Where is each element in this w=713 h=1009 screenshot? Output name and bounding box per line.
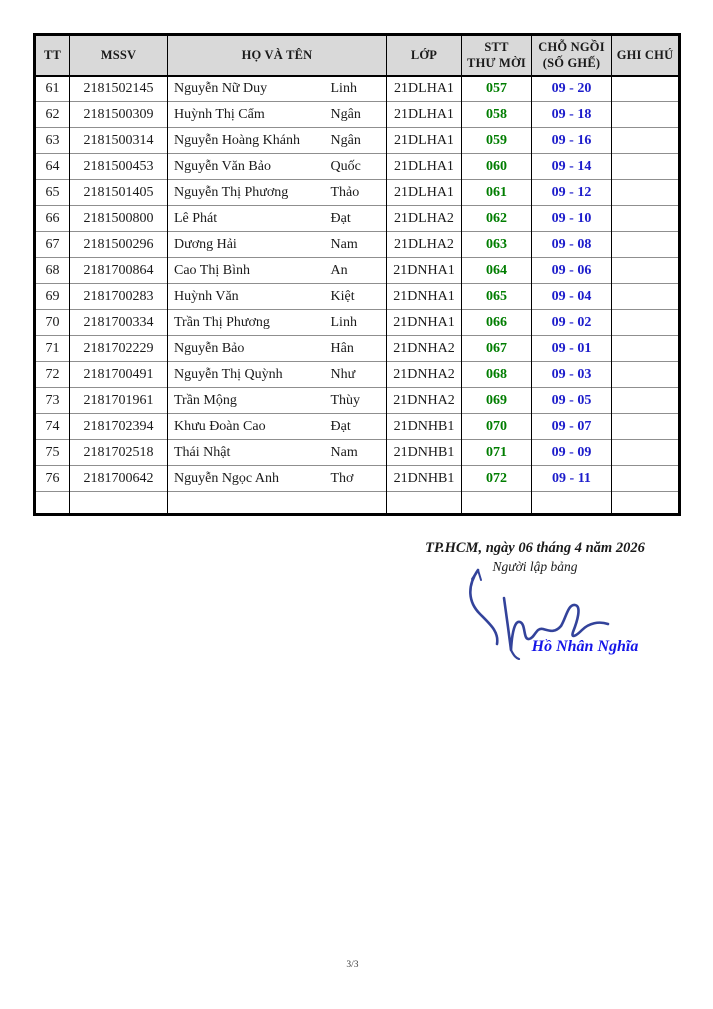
- table-row: [35, 232, 680, 258]
- cell-full-name: [168, 102, 387, 128]
- given-name: Như: [330, 366, 356, 382]
- cell-class: 21DNHB1: [387, 466, 462, 492]
- family-middle-name: Lê Phát: [174, 210, 218, 226]
- cell-full-name: [168, 128, 387, 154]
- cell-note: [612, 492, 680, 515]
- col-header-mssv: MSSV: [70, 35, 168, 76]
- col-header-tt: TT: [35, 35, 70, 76]
- cell-note: [612, 180, 680, 206]
- cell-invite-number: 067: [462, 336, 532, 362]
- cell-seat-number: 09 - 04: [532, 284, 612, 310]
- cell-full-name: [168, 466, 387, 492]
- cell-note: [612, 466, 680, 492]
- cell-invite-number: 064: [462, 258, 532, 284]
- cell-note: [612, 128, 680, 154]
- cell-student-id: 2181700491: [70, 362, 168, 388]
- cell-note: [612, 440, 680, 466]
- cell-seat-number: 09 - 01: [532, 336, 612, 362]
- cell-student-id: 2181500314: [70, 128, 168, 154]
- given-name: Hân: [330, 340, 354, 356]
- family-middle-name: Nguyễn Thị Phương: [174, 184, 289, 200]
- table-row: [35, 336, 680, 362]
- cell-invite-number: 060: [462, 154, 532, 180]
- table-row: [35, 284, 680, 310]
- cell-class: 21DLHA2: [387, 206, 462, 232]
- cell-seat-number: 09 - 10: [532, 206, 612, 232]
- cell-note: [612, 414, 680, 440]
- cell-full-name: [168, 232, 387, 258]
- cell-seat-number: 09 - 12: [532, 180, 612, 206]
- cell-invite-number: 068: [462, 362, 532, 388]
- cell-class: 21DNHA1: [387, 258, 462, 284]
- cell-student-id: 2181702518: [70, 440, 168, 466]
- cell-invite-number: 058: [462, 102, 532, 128]
- cell-seat-number: 09 - 16: [532, 128, 612, 154]
- cell-note: [612, 206, 680, 232]
- given-name: Ngân: [330, 132, 361, 148]
- family-middle-name: Nguyễn Bảo: [174, 340, 245, 356]
- family-middle-name: Thái Nhật: [174, 444, 231, 460]
- cell-invite-number: 069: [462, 388, 532, 414]
- col-header-name: HỌ VÀ TÊN: [168, 35, 387, 76]
- cell-invite-number: 071: [462, 440, 532, 466]
- cell-student-id: 2181700642: [70, 466, 168, 492]
- cell-order-number: 67: [35, 232, 70, 258]
- cell-class: 21DNHA2: [387, 336, 462, 362]
- family-middle-name: Huỳnh Thị Cẩm: [174, 106, 265, 122]
- cell-full-name: [168, 154, 387, 180]
- cell-full-name: [168, 388, 387, 414]
- col-header-seat-line2: (SỐ GHẾ): [542, 56, 601, 71]
- cell-order-number: 63: [35, 128, 70, 154]
- table-row: [35, 206, 680, 232]
- table-row: [35, 492, 680, 515]
- cell-student-id: 2181701961: [70, 388, 168, 414]
- cell-invite-number: 063: [462, 232, 532, 258]
- cell-student-id: 2181500800: [70, 206, 168, 232]
- cell-full-name: [168, 258, 387, 284]
- family-middle-name: Nguyễn Ngọc Anh: [174, 470, 279, 486]
- table-row: [35, 466, 680, 492]
- cell-student-id: 2181500296: [70, 232, 168, 258]
- family-middle-name: Nguyễn Văn Bảo: [174, 158, 271, 174]
- given-name: Nam: [330, 236, 358, 252]
- cell-full-name: [168, 362, 387, 388]
- cell-full-name: [168, 180, 387, 206]
- col-header-invite-number: [462, 35, 532, 76]
- cell-invite-number: 059: [462, 128, 532, 154]
- cell-full-name: [168, 336, 387, 362]
- cell-full-name: [168, 76, 387, 102]
- cell-student-id: 2181700283: [70, 284, 168, 310]
- cell-class: 21DLHA1: [387, 76, 462, 102]
- cell-class: 21DLHA1: [387, 154, 462, 180]
- cell-seat-number: 09 - 05: [532, 388, 612, 414]
- cell-student-id: 2181700864: [70, 258, 168, 284]
- cell-invite-number: 065: [462, 284, 532, 310]
- cell-class: 21DLHA1: [387, 180, 462, 206]
- student-seating-table: [33, 33, 681, 516]
- given-name: Đạt: [330, 210, 351, 226]
- col-header-seat-line1: CHỖ NGỒI: [538, 40, 605, 54]
- given-name: Linh: [330, 314, 357, 330]
- cell-student-id: 2181702394: [70, 414, 168, 440]
- cell-order-number: 72: [35, 362, 70, 388]
- date-location-line: TP.HCM, ngày 06 tháng 4 năm 2026: [425, 540, 645, 556]
- cell-student-id: 2181702229: [70, 336, 168, 362]
- given-name: Đạt: [330, 418, 351, 434]
- col-header-invite-line2: THƯ MỜI: [467, 56, 526, 71]
- cell-invite-number: 061: [462, 180, 532, 206]
- cell-student-id: 2181500309: [70, 102, 168, 128]
- signer-name: Hồ Nhân Nghĩa: [531, 638, 639, 655]
- cell-order-number: 69: [35, 284, 70, 310]
- cell-seat-number: 09 - 20: [532, 76, 612, 102]
- family-middle-name: Nguyễn Nữ Duy: [174, 80, 268, 96]
- cell-order-number: 68: [35, 258, 70, 284]
- cell-class: 21DLHA1: [387, 102, 462, 128]
- cell-note: [612, 310, 680, 336]
- cell-full-name: [168, 206, 387, 232]
- cell-full-name: [168, 284, 387, 310]
- cell-class: 21DNHB1: [387, 440, 462, 466]
- cell-note: [612, 362, 680, 388]
- cell-invite-number: 057: [462, 76, 532, 102]
- cell-full-name: [168, 310, 387, 336]
- table-row: [35, 154, 680, 180]
- cell-order-number: 66: [35, 206, 70, 232]
- cell-order-number: 73: [35, 388, 70, 414]
- given-name: Thảo: [330, 184, 360, 200]
- cell-order-number: [35, 492, 70, 515]
- table-row: [35, 310, 680, 336]
- given-name: Nam: [330, 444, 358, 460]
- family-middle-name: Trần Mộng: [174, 392, 237, 408]
- cell-invite-number: 072: [462, 466, 532, 492]
- cell-seat-number: 09 - 02: [532, 310, 612, 336]
- cell-invite-number: 070: [462, 414, 532, 440]
- family-middle-name: Khưu Đoàn Cao: [174, 418, 266, 434]
- cell-invite-number: 062: [462, 206, 532, 232]
- table-row: [35, 180, 680, 206]
- cell-note: [612, 102, 680, 128]
- cell-order-number: 71: [35, 336, 70, 362]
- cell-seat-number: 09 - 14: [532, 154, 612, 180]
- page-number: 3/3: [346, 960, 359, 970]
- given-name: Thơ: [330, 470, 354, 486]
- cell-order-number: 76: [35, 466, 70, 492]
- family-middle-name: Cao Thị Bình: [174, 262, 250, 278]
- given-name: Quốc: [330, 158, 361, 174]
- table-row: [35, 440, 680, 466]
- cell-class: 21DNHB1: [387, 414, 462, 440]
- cell-class: 21DNHA1: [387, 310, 462, 336]
- family-middle-name: Trần Thị Phương: [174, 314, 270, 330]
- cell-order-number: 65: [35, 180, 70, 206]
- cell-student-id: 2181501405: [70, 180, 168, 206]
- cell-class: 21DLHA2: [387, 232, 462, 258]
- given-name: Thùy: [330, 392, 361, 408]
- cell-seat-number: 09 - 07: [532, 414, 612, 440]
- cell-note: [612, 336, 680, 362]
- cell-class: 21DNHA2: [387, 388, 462, 414]
- given-name: Ngân: [330, 106, 361, 122]
- table-row: [35, 414, 680, 440]
- table-header-row: [35, 35, 680, 76]
- cell-class: [387, 492, 462, 515]
- family-middle-name: Nguyễn Thị Quỳnh: [174, 366, 283, 382]
- col-header-seat: [532, 35, 612, 76]
- cell-seat-number: 09 - 08: [532, 232, 612, 258]
- cell-full-name: [168, 492, 387, 515]
- cell-order-number: 74: [35, 414, 70, 440]
- given-name: An: [330, 262, 348, 278]
- cell-class: 21DLHA1: [387, 128, 462, 154]
- cell-note: [612, 258, 680, 284]
- cell-invite-number: [462, 492, 532, 515]
- cell-student-id: 2181700334: [70, 310, 168, 336]
- given-name: Linh: [330, 80, 357, 96]
- col-header-class: LỚP: [387, 35, 462, 76]
- cell-order-number: 75: [35, 440, 70, 466]
- cell-note: [612, 76, 680, 102]
- col-header-note: GHI CHÚ: [612, 35, 680, 76]
- cell-seat-number: [532, 492, 612, 515]
- cell-note: [612, 154, 680, 180]
- cell-seat-number: 09 - 09: [532, 440, 612, 466]
- cell-student-id: 2181502145: [70, 76, 168, 102]
- cell-note: [612, 232, 680, 258]
- cell-full-name: [168, 414, 387, 440]
- col-header-invite-line1: STT: [484, 40, 509, 54]
- table-row: [35, 128, 680, 154]
- cell-order-number: 64: [35, 154, 70, 180]
- cell-full-name: [168, 440, 387, 466]
- signer-role-line: Người lập bảng: [492, 559, 578, 574]
- cell-seat-number: 09 - 11: [532, 466, 612, 492]
- table-row: [35, 258, 680, 284]
- table-row: [35, 362, 680, 388]
- cell-order-number: 62: [35, 102, 70, 128]
- cell-class: 21DNHA1: [387, 284, 462, 310]
- cell-class: 21DNHA2: [387, 362, 462, 388]
- cell-seat-number: 09 - 03: [532, 362, 612, 388]
- cell-seat-number: 09 - 06: [532, 258, 612, 284]
- given-name: Kiệt: [330, 288, 355, 304]
- table-row: [35, 102, 680, 128]
- family-middle-name: Nguyễn Hoàng Khánh: [174, 132, 300, 148]
- table-row: [35, 388, 680, 414]
- cell-student-id: 2181500453: [70, 154, 168, 180]
- cell-note: [612, 284, 680, 310]
- cell-seat-number: 09 - 18: [532, 102, 612, 128]
- cell-order-number: 61: [35, 76, 70, 102]
- cell-invite-number: 066: [462, 310, 532, 336]
- cell-note: [612, 388, 680, 414]
- cell-order-number: 70: [35, 310, 70, 336]
- table-body: [35, 76, 680, 515]
- family-middle-name: Dương Hải: [174, 236, 237, 252]
- table-row: [35, 76, 680, 102]
- cell-student-id: [70, 492, 168, 515]
- family-middle-name: Huỳnh Văn: [174, 288, 239, 304]
